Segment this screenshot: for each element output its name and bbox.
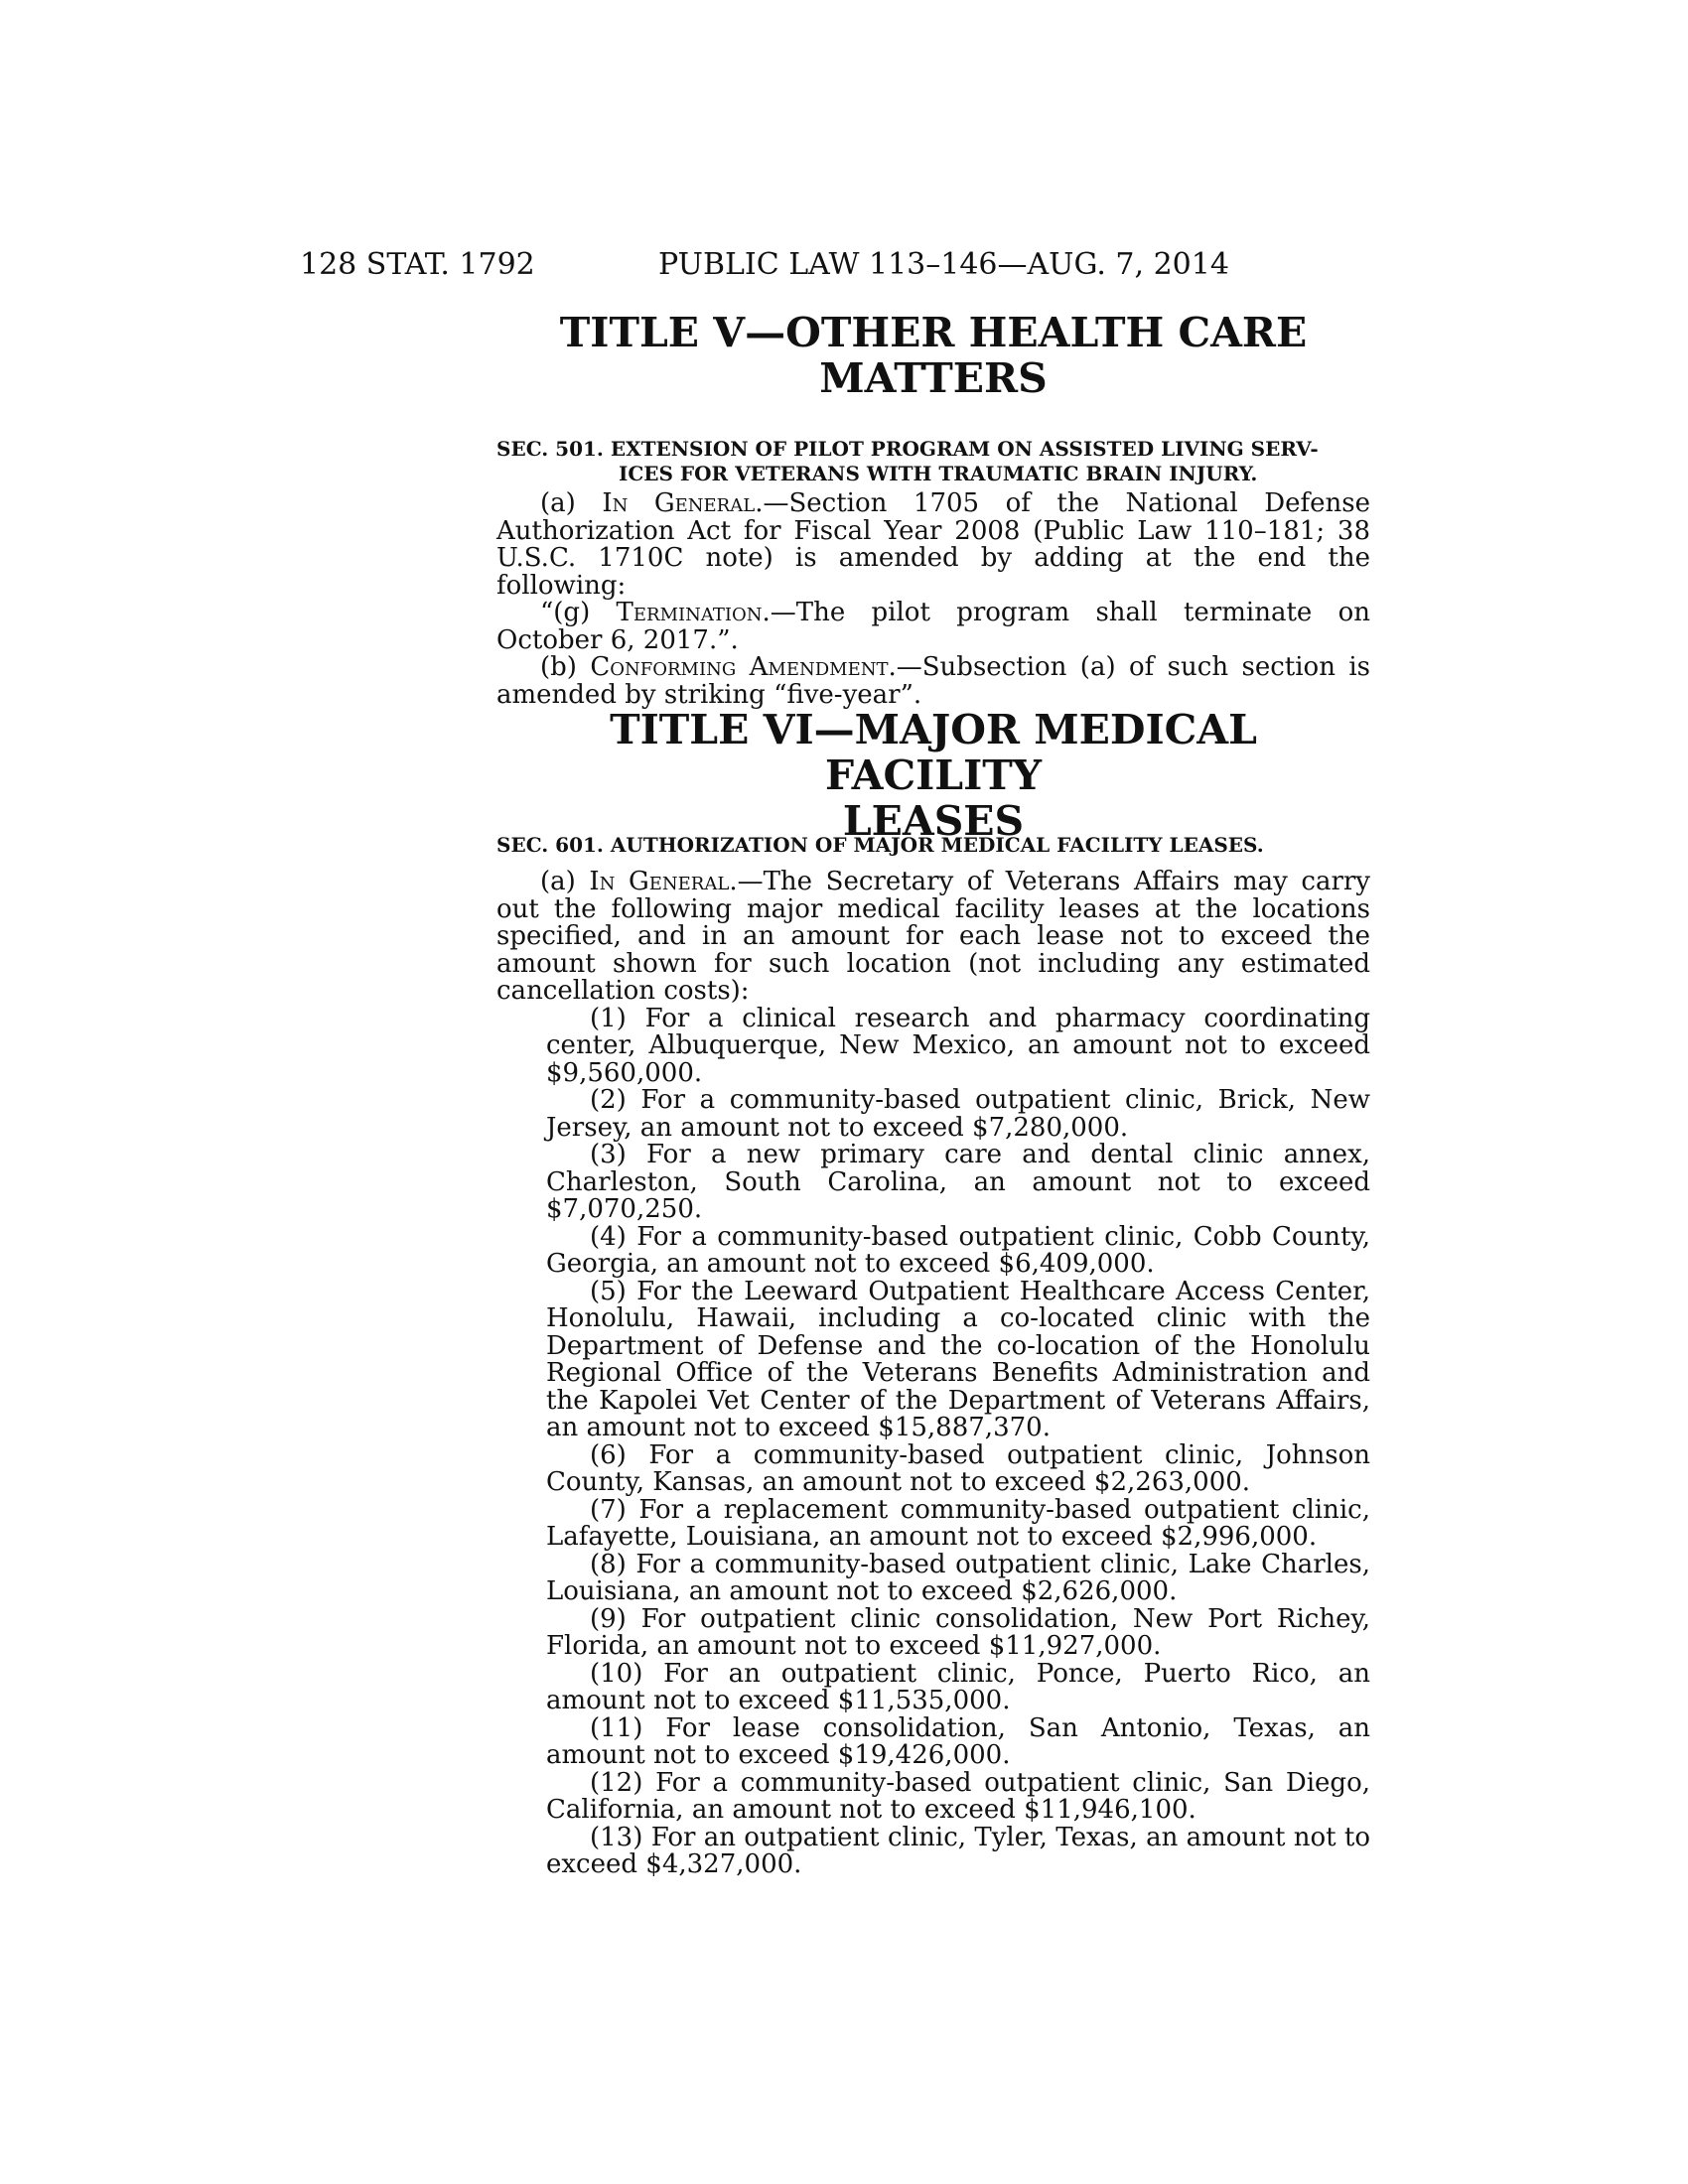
- subsection-text: .—The Secretary of Veterans Affairs may carry out the following major medical facility leases at the locations specified, and in an amount for each lease not to exceed the amount shown for such location (not including any estimated cancellation costs):: [496, 867, 1370, 1006]
- subsection-label: (b): [540, 652, 591, 682]
- lease-item: (8) For a community-based outpatient clinic, Lake Charles, Louisiana, an amount not to exceed $2,626,000.: [546, 1549, 1370, 1606]
- sec-501-heading: [496, 437, 1370, 486]
- lease-item: (2) For a community-based outpatient clinic, Brick, New Jersey, an amount not to exceed $7,280,000.: [546, 1085, 1370, 1143]
- lease-item: (10) For an outpatient clinic, Ponce, Puerto Rico, an amount not to exceed $11,535,000.: [546, 1658, 1370, 1715]
- subsection-caption: Termination: [616, 598, 763, 627]
- sec-601-body: [496, 869, 1370, 1879]
- title-vi-heading: [496, 707, 1370, 844]
- sec-501-quoted-g: [496, 600, 1370, 654]
- lease-item: (3) For a new primary care and dental clinic annex, Charleston, South Carolina, an amount not to exceed $7,070,250.: [546, 1140, 1370, 1224]
- title-v-line1: TITLE V—OTHER HEALTH CARE: [559, 309, 1308, 356]
- lease-item: (12) For a community-based outpatient clinic, San Diego, California, an amount not to exceed $11,946,100.: [546, 1767, 1370, 1825]
- sec-501-subsection-b: [496, 654, 1370, 709]
- sec-501-heading-line1: SEC. 501. EXTENSION OF PILOT PROGRAM ON ASSISTED LIVING SERV-: [496, 437, 1319, 461]
- title-v-line2: MATTERS: [819, 354, 1048, 402]
- subsection-text: .—Section 1705 of the National Defense Authorization Act for Fiscal Year 2008 (Public Law 110–181; 38 U.S.C. 1710C note) is amended by adding at the end the following:: [496, 488, 1370, 601]
- lease-item: (6) For a community-based outpatient clinic, Johnson County, Kansas, an amount not to exceed $2,263,000.: [546, 1439, 1370, 1497]
- lease-item: (5) For the Leeward Outpatient Healthcare Access Center, Honolulu, Hawaii, including a co-located clinic with the Department of Defense and the co-location of the Honolulu Regional Office of the Veterans Benefits Administration and the Kapolei Vet Center of the Department of Veterans Affairs, an amount not to exceed $15,887,370.: [546, 1276, 1370, 1442]
- subsection-caption: In General: [602, 488, 756, 518]
- lease-item: (11) For lease consolidation, San Antonio, Texas, an amount not to exceed $19,426,000.: [546, 1712, 1370, 1770]
- subsection-caption: Conforming Amendment: [590, 652, 889, 682]
- subsection-text: .—Subsection (a) of such section is amended by striking “five-year”.: [496, 652, 1370, 710]
- subsection-label: “(g): [540, 598, 617, 627]
- title-v-heading: [496, 310, 1370, 401]
- sec-501-subsection-a: [496, 490, 1370, 600]
- lease-item: (4) For a community-based outpatient clinic, Cobb County, Georgia, an amount not to exceed $6,409,000.: [546, 1221, 1370, 1279]
- running-header: PUBLIC LAW 113–146—AUG. 7, 2014: [658, 247, 1229, 282]
- subsection-label: (a): [540, 867, 590, 896]
- subsection-label: (a): [540, 488, 603, 518]
- title-vi-line2: LEASES: [842, 797, 1025, 845]
- lease-item: (9) For outpatient clinic consolidation, New Port Richey, Florida, an amount not to exceed $11,927,000.: [546, 1603, 1370, 1661]
- lease-item: (1) For a clinical research and pharmacy coordinating center, Albuquerque, New Mexico, an amount not to exceed $9,560,000.: [546, 1003, 1370, 1088]
- lease-item: (7) For a replacement community-based outpatient clinic, Lafayette, Louisiana, an amount not to exceed $2,996,000.: [546, 1494, 1370, 1552]
- subsection-caption: In General: [589, 867, 730, 896]
- subsection-text: .—The pilot program shall terminate on October 6, 2017.”.: [496, 598, 1370, 655]
- sec-501-heading-line2: ICES FOR VETERANS WITH TRAUMATIC BRAIN INJURY.: [619, 462, 1258, 485]
- page-stat-number: 128 STAT. 1792: [300, 247, 535, 282]
- lease-item: (13) For an outpatient clinic, Tyler, Texas, an amount not to exceed $4,327,000.: [546, 1822, 1370, 1879]
- sec-601-heading: SEC. 601. AUTHORIZATION OF MAJOR MEDICAL FACILITY LEASES.: [496, 833, 1264, 857]
- sec-501-body: [496, 490, 1370, 709]
- title-vi-line1: TITLE VI—MAJOR MEDICAL FACILITY: [610, 706, 1257, 799]
- sec-601-subsection-a: [496, 869, 1370, 1006]
